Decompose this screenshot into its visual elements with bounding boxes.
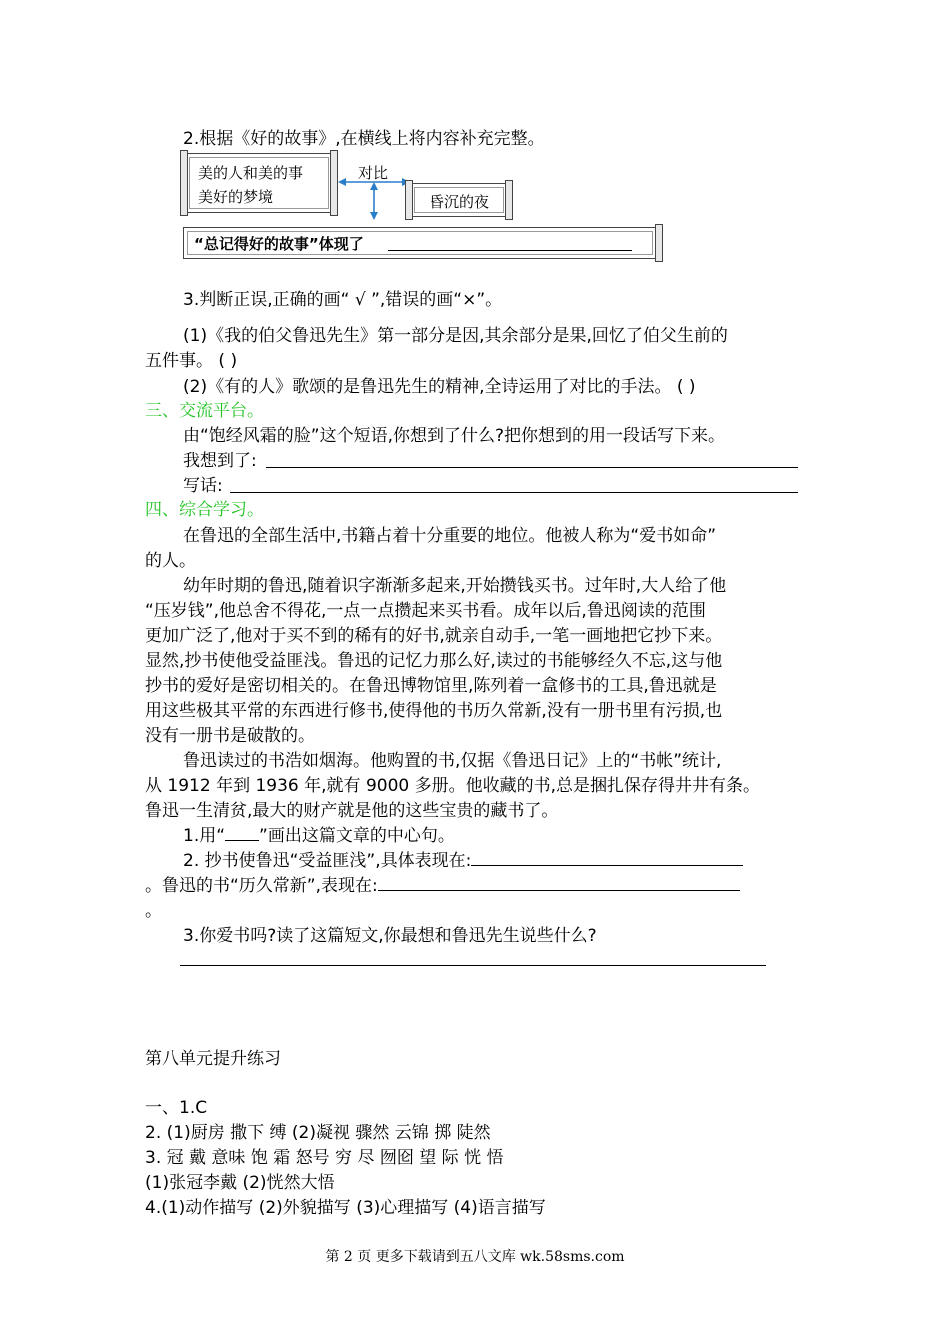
q3-item1-line1: (1)《我的伯父鲁迅先生》第一部分是因,其余部分是果,回忆了伯父生前的 <box>183 326 728 346</box>
sec4-q2-part-a: 2. 抄书使鲁迅“受益匪浅”,具体表现在: <box>183 851 472 871</box>
q3-item2: (2)《有的人》歌颂的是鲁迅先生的精神,全诗运用了对比的手法。 ( ) <box>183 377 696 397</box>
para2-line: “压岁钱”,他总舍不得花,一点一点攒起来买书看。成年以后,鲁迅阅读的范围 <box>145 601 706 621</box>
scroll-roll <box>505 180 513 220</box>
diagram-bottom-box <box>183 227 657 259</box>
scroll-roll <box>330 150 338 216</box>
para1-line: 的人。 <box>145 551 196 571</box>
para1-line: 在鲁迅的全部生活中,书籍占着十分重要的地位。他被人称为“爱书如命” <box>183 526 717 546</box>
sec4-q1-part-a: 1.用“ <box>183 826 226 846</box>
sec4-q2-line1 <box>183 849 743 873</box>
diagram-box-beauty <box>185 153 333 213</box>
sec4-q3-answer-line[interactable] <box>180 965 766 966</box>
scroll-roll <box>180 150 188 216</box>
write-line[interactable] <box>230 492 798 493</box>
answer-line <box>388 250 632 251</box>
para2-line: 显然,抄书使他受益匪浅。鲁迅的记忆力那么好,读过的书能够经久不忘,这与他 <box>145 651 723 671</box>
para3-line: 鲁迅一生清贫,最大的财产就是他的这些宝贵的藏书了。 <box>145 801 559 821</box>
sec4-q2-end: 。 <box>145 901 162 921</box>
section4-heading: 四、综合学习。 <box>145 500 264 520</box>
answer-line-renew[interactable] <box>378 874 740 891</box>
page-footer: 第 2 页 更多下载请到五八文库 wk.58sms.com <box>325 1249 625 1265</box>
scroll-roll <box>405 180 413 220</box>
section3-prompt: 由“饱经风霜的脸”这个短语,你想到了什么?把你想到的用一段话写下来。 <box>183 426 726 446</box>
sec4-q2-line2 <box>145 874 740 898</box>
answer-line-2: 2. (1)厨房 撒下 缚 (2)凝视 骤然 云锦 掷 陡然 <box>145 1123 491 1143</box>
answer-line-5: 4.(1)动作描写 (2)外貌描写 (3)心理描写 (4)语言描写 <box>145 1198 546 1218</box>
answer-line-benefit[interactable] <box>471 849 743 866</box>
box1-line1: 美的人和美的事 <box>198 164 304 182</box>
box2-text: 昏沉的夜 <box>429 193 490 211</box>
para3-line: 鲁迅读过的书浩如烟海。他购置的书,仅据《鲁迅日记》上的“书帐”统计, <box>183 751 722 771</box>
answers-title: 第八单元提升练习 <box>145 1049 281 1069</box>
sec4-q1-part-b: ”画出这篇文章的中心句。 <box>259 826 455 846</box>
underline-sample <box>225 824 259 841</box>
para3-line: 从 1912 年到 1936 年,就有 9000 多册。他收藏的书,总是捆扎保存得井井有条。 <box>145 776 761 796</box>
thought-line[interactable] <box>266 467 798 468</box>
q3-item1-line2: 五件事。 ( ) <box>145 351 238 371</box>
sec4-q2-part-b: 。鲁迅的书“历久常新”,表现在: <box>145 876 378 896</box>
answer-line-3: 3. 冠 戴 意味 饱 霜 怒号 穷 尽 囫囵 望 际 恍 悟 <box>145 1148 504 1168</box>
box1-line2: 美好的梦境 <box>198 188 274 206</box>
sec4-q1 <box>183 824 455 848</box>
para2-line: 没有一册书是破散的。 <box>145 726 315 746</box>
write-label: 写话: <box>183 476 223 496</box>
bottom-text: “总记得好的故事”体现了 <box>194 235 364 253</box>
contrast-label: 对比 <box>358 164 389 182</box>
para2-line: 幼年时期的鲁迅,随着识字渐渐多起来,开始攒钱买书。过年时,大人给了他 <box>183 576 727 596</box>
para2-line: 抄书的爱好是密切相关的。在鲁迅博物馆里,陈列着一盒修书的工具,鲁迅就是 <box>145 676 717 696</box>
answer-line-1: 一、1.C <box>145 1098 208 1118</box>
diagram-box-night <box>410 183 508 217</box>
q3-title: 3.判断正误,正确的画“ √ ”,错误的画“×”。 <box>183 290 503 310</box>
q2-title: 2.根据《好的故事》,在横线上将内容补充完整。 <box>183 129 545 149</box>
para2-line: 用这些极其平常的东西进行修书,使得他的书历久常新,没有一册书里有污损,也 <box>145 701 723 721</box>
scroll-roll <box>655 224 663 262</box>
thought-label: 我想到了: <box>183 451 257 471</box>
answer-line-4: (1)张冠李戴 (2)恍然大悟 <box>145 1173 335 1193</box>
section3-heading: 三、交流平台。 <box>145 401 264 421</box>
para2-line: 更加广泛了,他对于买不到的稀有的好书,就亲自动手,一笔一画地把它抄下来。 <box>145 626 723 646</box>
sec4-q3: 3.你爱书吗?读了这篇短文,你最想和鲁迅先生说些什么? <box>183 926 597 946</box>
